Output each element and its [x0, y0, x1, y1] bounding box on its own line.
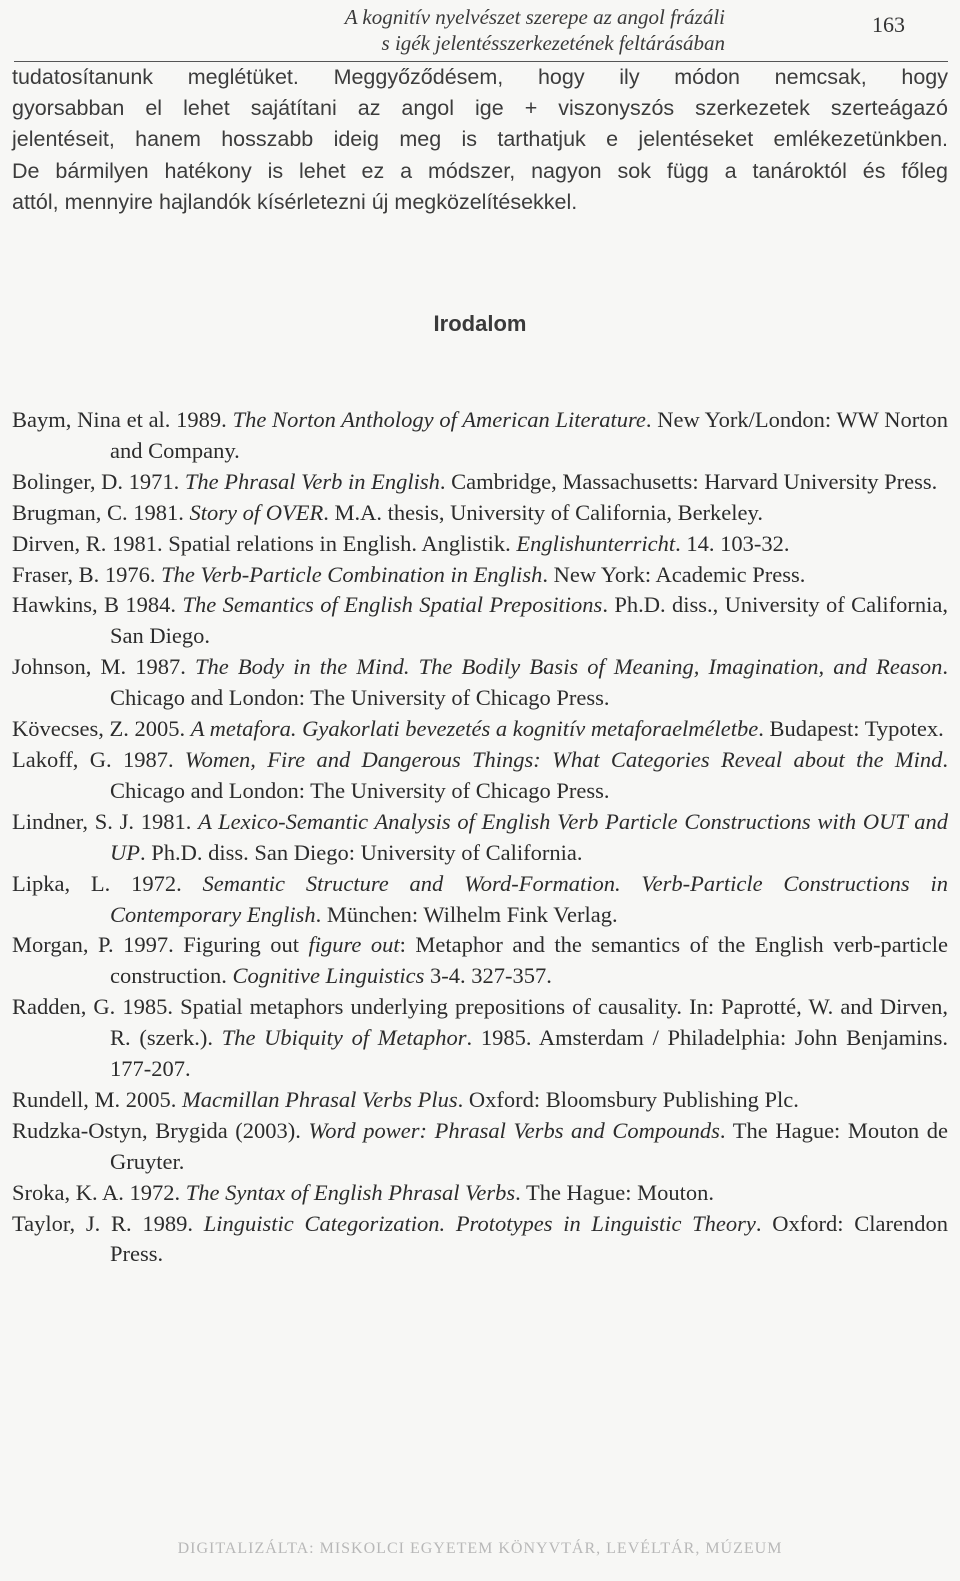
reference-text: . 14. 103-32.	[675, 530, 790, 556]
reference-title: The Body in the Mind. The Bodily Basis of Meaning, Imagination, and Reason	[194, 654, 943, 680]
running-title-line-1: A kognitív nyelvészet szerepe az angol frázáli	[344, 5, 725, 29]
reference-entry	[12, 714, 948, 745]
reference-text: Lipka, L. 1972.	[12, 870, 203, 896]
reference-title: A Lexico-Semantic Analysis of English Verb Particle Constructions with OUT and UP	[110, 808, 948, 865]
reference-text: . The Hague: Mouton de Gruyter.	[110, 1117, 949, 1174]
running-header	[0, 4, 960, 62]
reference-text: Brugman, C. 1981.	[12, 499, 190, 525]
reference-title: Englishunterricht	[516, 530, 676, 556]
intro-paragraph	[12, 62, 948, 218]
page-number: 163	[872, 12, 905, 37]
reference-text: Sroka, K. A. 1972.	[12, 1179, 186, 1205]
reference-text: . Oxford: Bloomsbury Publishing Plc.	[457, 1086, 799, 1112]
reference-entry	[12, 930, 948, 992]
reference-text: . New York: Academic Press.	[542, 561, 806, 587]
reference-text: Radden, G. 1985. Spatial metaphors underlying prepositions of causality. In: Paprotté, W. and Dirven, R. (szerk.).	[12, 994, 948, 1051]
reference-text: . München: Wilhelm Fink Verlag.	[315, 901, 618, 927]
reference-title: The Semantics of English Spatial Prepositions	[182, 592, 603, 618]
reference-title: The Syntax of English Phrasal Verbs	[185, 1179, 516, 1205]
reference-entry	[12, 1116, 948, 1178]
reference-text: Hawkins, B 1984.	[12, 592, 183, 618]
reference-entry	[12, 1209, 948, 1271]
reference-text: Rundell, M. 2005.	[12, 1086, 183, 1112]
paragraph-line: De bármilyen hatékony is lehet ez a módszer, nagyon sok függ a tanároktól és főleg	[12, 158, 948, 183]
reference-entry	[12, 652, 948, 714]
reference-title: Word power: Phrasal Verbs and Compounds	[308, 1117, 720, 1143]
reference-entry	[12, 1178, 948, 1209]
reference-text: Baym, Nina et al. 1989.	[12, 407, 233, 432]
reference-entry	[12, 807, 948, 869]
reference-text: . 1985. Amsterdam / Philadelphia: John Benjamins. 177-207.	[110, 1025, 948, 1082]
digitization-footer: DIGITALIZÁLTA: MISKOLCI EGYETEM KÖNYVTÁR, LEVÉLTÁR, MÚZEUM	[177, 1540, 783, 1557]
reference-text: 3-4. 327-357.	[424, 963, 552, 989]
reference-text: Rudzka-Ostyn, Brygida (2003).	[12, 1117, 309, 1143]
reference-text: . New York/London: WW Norton and Company.	[110, 407, 948, 463]
reference-entry	[12, 992, 948, 1085]
reference-text: . Chicago and London: The University of Chicago Press.	[110, 746, 948, 803]
reference-title: Cognitive Linguistics	[232, 963, 425, 989]
reference-entry	[12, 560, 948, 591]
reference-title: The Ubiquity of Metaphor	[221, 1025, 467, 1051]
reference-text: . Ph.D. diss. San Diego: University of California.	[140, 839, 583, 865]
reference-title: Macmillan Phrasal Verbs Plus	[182, 1086, 458, 1112]
reference-entry	[12, 498, 948, 529]
reference-entry	[12, 745, 948, 807]
reference-entry	[12, 869, 948, 931]
paragraph-line: jelentéseit, hanem hosszabb ideig meg is tarthatjuk e jelentéseket emlékezetünkben.	[12, 127, 948, 152]
reference-text: . Cambridge, Massachusetts: Harvard University Press.	[439, 468, 938, 494]
running-title-line-2: s igék jelentésszerkezetének feltárásában	[381, 31, 725, 55]
reference-entry	[12, 1085, 948, 1116]
reference-entry	[12, 405, 948, 467]
reference-text: Bolinger, D. 1971.	[12, 468, 185, 494]
reference-text: . Chicago and London: The University of Chicago Press.	[110, 654, 948, 711]
reference-text: Morgan, P. 1997. Figuring out	[12, 932, 309, 958]
paragraph-line: attól, mennyire hajlandók kísérletezni új megközelítésekkel.	[12, 189, 578, 214]
paragraph-line: gyorsabban el lehet sajátítani az angol ige + viszonyszós szerkezetek szerteágazó	[12, 96, 948, 121]
reference-title: Women, Fire and Dangerous Things: What Categories Reveal about the Mind	[184, 746, 943, 772]
reference-title: The Phrasal Verb in English	[184, 468, 440, 494]
reference-text: Dirven, R. 1981. Spatial relations in English. Anglistik.	[12, 530, 517, 556]
running-title	[0, 4, 725, 56]
reference-text: . Budapest: Typotex.	[758, 716, 944, 742]
paragraph-line: tudatosítanunk meglétüket. Meggyőződésem, hogy ily módon nemcsak, hogy	[12, 65, 948, 89]
reference-text: Kövecses, Z. 2005.	[12, 716, 191, 742]
reference-entry	[12, 467, 948, 498]
reference-text: Lakoff, G. 1987.	[12, 746, 185, 772]
reference-title: The Norton Anthology of American Literature	[232, 407, 646, 432]
reference-text: Lindner, S. J. 1981.	[12, 808, 199, 834]
reference-title: Story of OVER	[189, 499, 324, 525]
reference-list	[12, 405, 948, 1270]
section-heading: Irodalom	[433, 311, 527, 336]
reference-title: The Verb-Particle Combination in English	[161, 561, 543, 587]
reference-text: . M.A. thesis, University of California, Berkeley.	[323, 499, 763, 525]
reference-title: Linguistic Categorization. Prototypes in Linguistic Theory	[203, 1210, 756, 1236]
reference-entry	[12, 529, 948, 560]
reference-text: Johnson, M. 1987.	[12, 654, 195, 680]
reference-title: A metafora. Gyakorlati bevezetés a kognitív metaforaelméletbe	[190, 716, 759, 742]
reference-text: . Ph.D. diss., University of California, San Diego.	[110, 592, 949, 649]
reference-entry	[12, 590, 948, 652]
reference-text: : Metaphor and the semantics of the English verb-particle construction.	[110, 932, 948, 989]
reference-text: . Oxford: Clarendon Press.	[110, 1210, 948, 1267]
reference-text: Fraser, B. 1976.	[12, 561, 162, 587]
reference-title: figure out	[308, 932, 400, 958]
reference-title: Semantic Structure and Word-Formation. Verb-Particle Constructions in Contemporary English	[110, 870, 948, 927]
reference-text: . The Hague: Mouton.	[515, 1179, 715, 1205]
reference-text: Taylor, J. R. 1989.	[12, 1210, 204, 1236]
